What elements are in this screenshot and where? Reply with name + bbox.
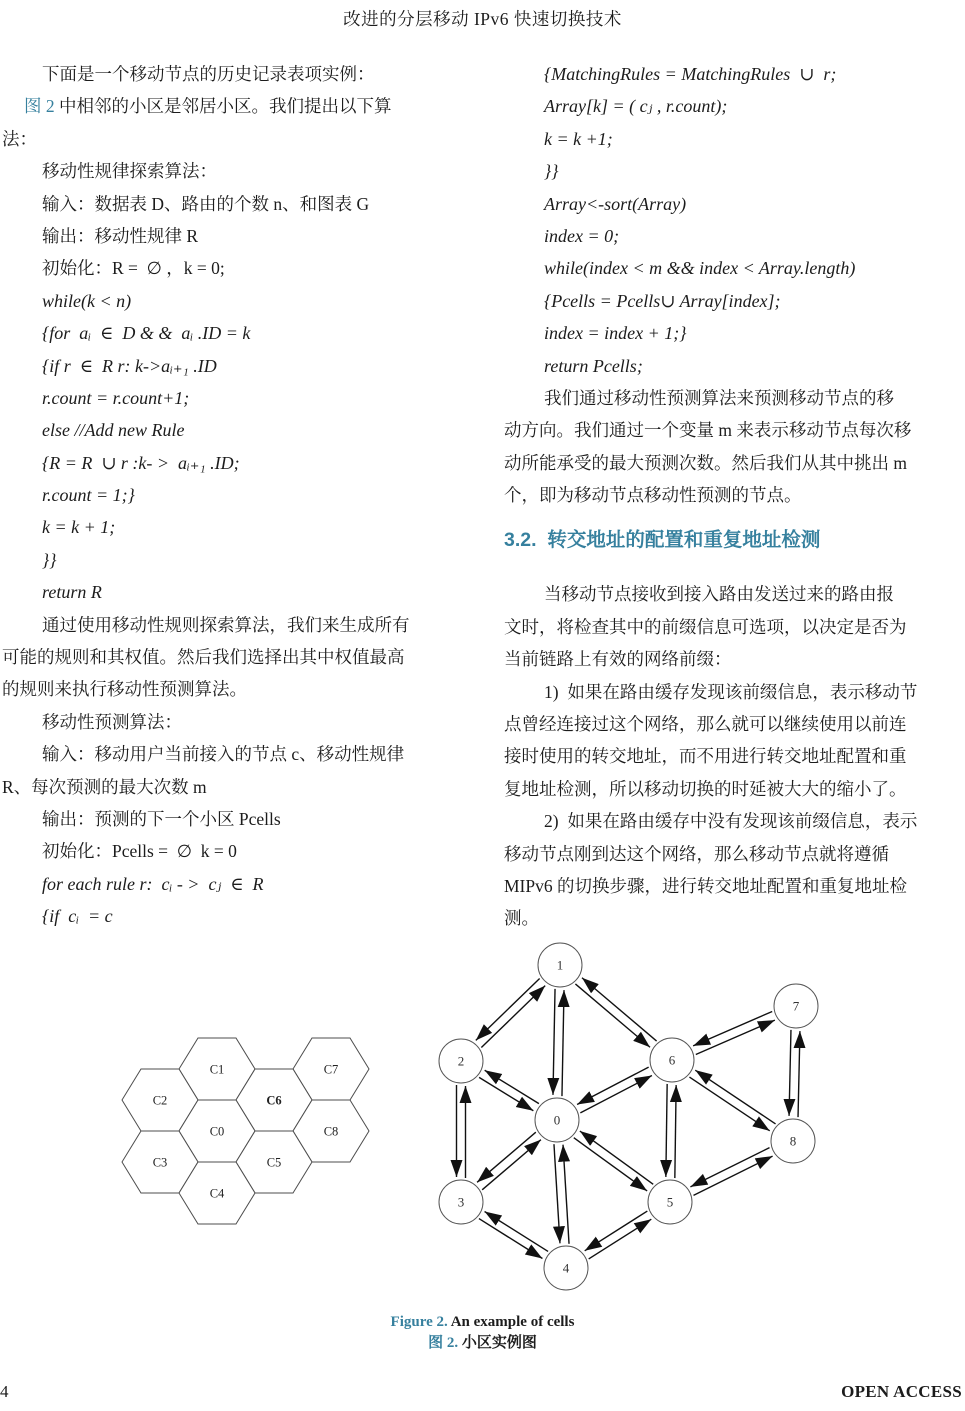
svg-text:4: 4	[562, 1260, 570, 1276]
text-line: 复地址检测，所以移动切换的时延被大大的缩小了。	[504, 778, 907, 799]
svg-text:5: 5	[666, 1194, 674, 1210]
text-line: {R = R ∪ r :k- > aᵢ₊₁ .ID;	[42, 452, 240, 473]
text-line: 当移动节点接收到接入路由发送过来的路由报	[544, 584, 894, 605]
text-line: 通过使用移动性规则探索算法，我们来生成所有	[42, 614, 410, 635]
text-line: k = k +1;	[544, 128, 613, 149]
figure-canvas	[0, 935, 965, 1310]
text-line: 法：	[2, 128, 37, 149]
text-line: 动方向。我们通过一个变量 m 来表示移动节点每次移	[504, 420, 912, 441]
graph-edge-arrow	[482, 1140, 541, 1190]
graph-edge-arrow	[577, 1067, 649, 1104]
graph-edge-arrow	[563, 1145, 569, 1244]
text-line: {if cᵢ = c	[42, 906, 113, 927]
text-line: 我们通过移动性预测算法来预测移动节点的移	[544, 387, 894, 408]
open-access-label: OPEN ACCESS	[841, 1382, 962, 1401]
figure-caption-zh-text: 小区实例图	[461, 1335, 537, 1351]
text-line: 当前链路上有效的网络前缀：	[504, 649, 732, 670]
text-line: 测。	[504, 908, 539, 929]
graph-edge-arrow	[689, 1077, 769, 1131]
text-line: 初始化：R = ∅ ，k = 0;	[42, 258, 225, 279]
graph-edge-arrow	[585, 1211, 648, 1251]
graph-edge-arrow	[481, 986, 545, 1048]
svg-text:1: 1	[556, 957, 564, 973]
text-line	[2, 90, 468, 122]
graph-edge-arrow	[580, 1131, 653, 1184]
text-line: {if r ∈ R r: k->aᵢ₊₁ .ID	[42, 355, 217, 376]
svg-text:C8: C8	[323, 1124, 339, 1139]
text-line: {Pcells = Pcells∪ Array[index];	[544, 290, 781, 311]
text-line: 个，即为移动节点移动性预测的节点。	[504, 485, 802, 506]
graph-edge-arrow	[589, 1219, 652, 1259]
text-line: 文时，将检查其中的前缀信息可选项，以决定是否为	[504, 616, 907, 637]
text-line: return R	[42, 582, 102, 603]
graph-edge-arrow	[485, 1211, 549, 1251]
graph-edge-arrow	[582, 978, 657, 1041]
figure-caption-en-text: An example of cells	[450, 1314, 575, 1330]
graph-edge-arrow	[574, 1138, 647, 1191]
svg-text:7: 7	[792, 998, 800, 1014]
text-line: }}	[42, 549, 57, 570]
graph-edge-arrow	[666, 1084, 667, 1177]
svg-text:C3: C3	[152, 1155, 168, 1170]
text-line: while(index < m && index < Array.length)	[544, 258, 856, 279]
text-line: 可能的规则和其权值。然后我们选择出其中权值最高	[2, 647, 405, 668]
graph-edge-arrow	[562, 990, 564, 1096]
figure-2	[0, 935, 965, 1310]
text-line: R、每次预测的最大次数 m	[2, 776, 207, 797]
graph-edge-arrow	[798, 1031, 800, 1117]
figure-caption	[0, 1312, 965, 1354]
figure-caption-zh	[0, 1333, 965, 1354]
text-run: 中相邻的小区是邻居小区。我们提出以下算	[59, 96, 392, 117]
text-line: Array<-sort(Array)	[544, 193, 687, 214]
text-line: 移动性预测算法：	[42, 711, 182, 732]
graph-edge-arrow	[553, 989, 555, 1095]
graph-edge-arrow	[476, 978, 540, 1040]
text-line: index = index + 1;}	[544, 323, 687, 344]
graph-edge-arrow	[693, 1011, 772, 1045]
text-line: 移动节点刚到达这个网络，那么移动节点就将遵循	[504, 843, 889, 864]
graph-node-0	[535, 1098, 579, 1142]
figure-caption-zh-label: 图 2.	[428, 1335, 459, 1351]
text-line: Array[k] = ( cⱼ , r.count);	[544, 96, 728, 117]
figure-caption-en-label: Figure 2.	[390, 1314, 448, 1330]
text-line: 的规则来执行移动性预测算法。	[2, 679, 247, 700]
graph-edge-arrow	[694, 1156, 773, 1195]
svg-text:C7: C7	[323, 1062, 339, 1077]
text-line: for each rule r: cᵢ - > cⱼ ∈ R	[42, 873, 264, 894]
graph-node-5	[648, 1180, 692, 1224]
svg-text:8: 8	[789, 1133, 797, 1149]
page-title: 改进的分层移动 IPv6 快速切换技术	[343, 9, 622, 29]
figure-ref-link[interactable]: 图 2	[24, 96, 59, 117]
svg-text:C1: C1	[209, 1062, 225, 1077]
text-line: return Pcells;	[544, 355, 643, 376]
text-line: r.count = r.count+1;	[42, 387, 190, 408]
text-line: k = k + 1;	[42, 517, 116, 538]
svg-text:C0: C0	[209, 1124, 225, 1139]
text-line: 2) 如果在路由缓存中没有发现该前缀信息，表示	[544, 811, 918, 832]
svg-text:C5: C5	[266, 1155, 282, 1170]
text-line: {MatchingRules = MatchingRules ∪ r;	[544, 64, 837, 84]
page-number: 4	[0, 1382, 9, 1401]
hex-diagram	[122, 1038, 369, 1224]
svg-text:6: 6	[668, 1052, 676, 1068]
text-line: while(k < n)	[42, 290, 132, 311]
graph-edge-arrow	[479, 1219, 543, 1259]
svg-text:C6: C6	[266, 1093, 282, 1108]
right-column	[504, 58, 964, 935]
graph-edge-arrow	[690, 1148, 769, 1187]
text-line: 输出：移动性规律 R	[42, 225, 199, 246]
text-line: else //Add new Rule	[42, 420, 185, 441]
svg-text:C4: C4	[209, 1186, 225, 1201]
graph-edge-arrow	[477, 1132, 536, 1182]
left-column	[2, 58, 468, 933]
text-line: 初始化：Pcells = ∅ k = 0	[42, 841, 237, 862]
svg-text:C2: C2	[152, 1093, 168, 1108]
section-heading-3-2: 3.2. 转交地址的配置和重复地址检测	[504, 529, 821, 552]
figure-caption-en	[0, 1312, 965, 1333]
text-line: index = 0;	[544, 225, 620, 246]
graph-node-4	[544, 1246, 588, 1290]
text-line: 1) 如果在路由缓存发现该前缀信息，表示移动节	[544, 681, 918, 702]
text-line: 输出：预测的下一个小区 Pcells	[42, 808, 281, 829]
text-line: r.count = 1;}	[42, 485, 135, 506]
graph-edge-arrow	[554, 1144, 560, 1243]
graph-diagram	[439, 943, 818, 1290]
graph-edge-arrow	[479, 1077, 533, 1110]
graph-node-6	[650, 1038, 694, 1082]
graph-edge-arrow	[485, 1070, 539, 1103]
text-line: 移动性规律探索算法：	[42, 161, 217, 182]
text-line: 输入：移动用户当前接入的节点 c、移动性规律	[42, 744, 405, 765]
graph-edge-arrow	[580, 1076, 652, 1113]
graph-edge-arrow	[789, 1030, 791, 1116]
graph-node-3	[439, 1180, 483, 1224]
text-line: {for aᵢ ∈ D & & aᵢ .ID = k	[42, 323, 251, 344]
svg-text:3: 3	[457, 1194, 465, 1210]
text-line: 输入：数据表 D、路由的个数 n、和图表 G	[42, 193, 370, 214]
graph-node-8	[771, 1119, 815, 1163]
graph-edge-arrow	[575, 984, 650, 1047]
svg-text:0: 0	[553, 1112, 561, 1128]
graph-node-7	[774, 984, 818, 1028]
graph-edge-arrow	[675, 1085, 676, 1178]
text-line: 接时使用的转交地址，而不用进行转交地址配置和重	[504, 746, 907, 767]
graph-edge-arrow	[696, 1020, 775, 1054]
text-line: 下面是一个移动节点的历史记录表项实例：	[42, 64, 375, 84]
graph-node-2	[439, 1039, 483, 1083]
graph-edge-arrow	[695, 1070, 775, 1124]
svg-text:2: 2	[457, 1053, 465, 1069]
text-line: }}	[544, 161, 559, 182]
graph-node-1	[538, 943, 582, 987]
text-line: 动所能承受的最大预测次数。然后我们从其中挑出 m	[504, 452, 907, 473]
text-line: MIPv6 的切换步骤，进行转交地址配置和重复地址检	[504, 875, 907, 896]
text-line: 点曾经连接过这个网络，那么就可以继续使用以前连	[504, 714, 907, 735]
